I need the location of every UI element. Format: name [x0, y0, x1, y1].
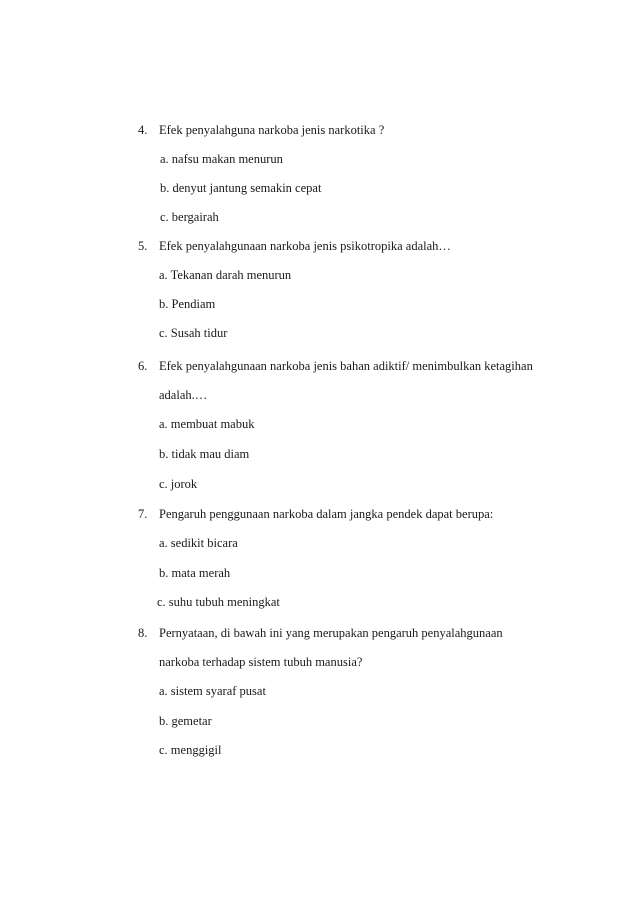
- option-text: c. menggigil: [159, 743, 222, 757]
- question-number: 6.: [138, 359, 148, 373]
- option-text: b. gemetar: [159, 714, 212, 728]
- question-text: Efek penyalahgunaan narkoba jenis psikotropika adalah…: [159, 239, 451, 253]
- question-number: 5.: [138, 239, 148, 253]
- option-text: b. denyut jantung semakin cepat: [160, 181, 322, 195]
- option-text: a. Tekanan darah menurun: [159, 268, 292, 282]
- question-number: 4.: [138, 123, 148, 137]
- option-text: a. membuat mabuk: [159, 417, 255, 431]
- question-number: 7.: [138, 507, 148, 521]
- option-text: c. jorok: [159, 477, 198, 491]
- question-text: Pernyataan, di bawah ini yang merupakan pengaruh penyalahgunaan: [159, 626, 503, 640]
- option-text: a. sistem syaraf pusat: [159, 684, 266, 698]
- option-text: b. tidak mau diam: [159, 447, 250, 461]
- question-number: 8.: [138, 626, 148, 640]
- option-text: c. suhu tubuh meningkat: [157, 595, 280, 609]
- question-text: Pengaruh penggunaan narkoba dalam jangka pendek dapat berupa:: [159, 507, 494, 521]
- question-text-continued: narkoba terhadap sistem tubuh manusia?: [159, 655, 363, 669]
- option-text: c. bergairah: [160, 210, 219, 224]
- question-text: Efek penyalahgunaan narkoba jenis bahan adiktif/ menimbulkan ketagihan: [159, 359, 533, 373]
- option-text: a. nafsu makan menurun: [160, 152, 283, 166]
- option-text: a. sedikit bicara: [159, 536, 238, 550]
- question-text-continued: adalah.…: [159, 388, 208, 402]
- option-text: b. mata merah: [159, 566, 231, 580]
- question-text: Efek penyalahguna narkoba jenis narkotika ?: [159, 123, 385, 137]
- option-text: b. Pendiam: [159, 297, 216, 311]
- option-text: c. Susah tidur: [159, 326, 228, 340]
